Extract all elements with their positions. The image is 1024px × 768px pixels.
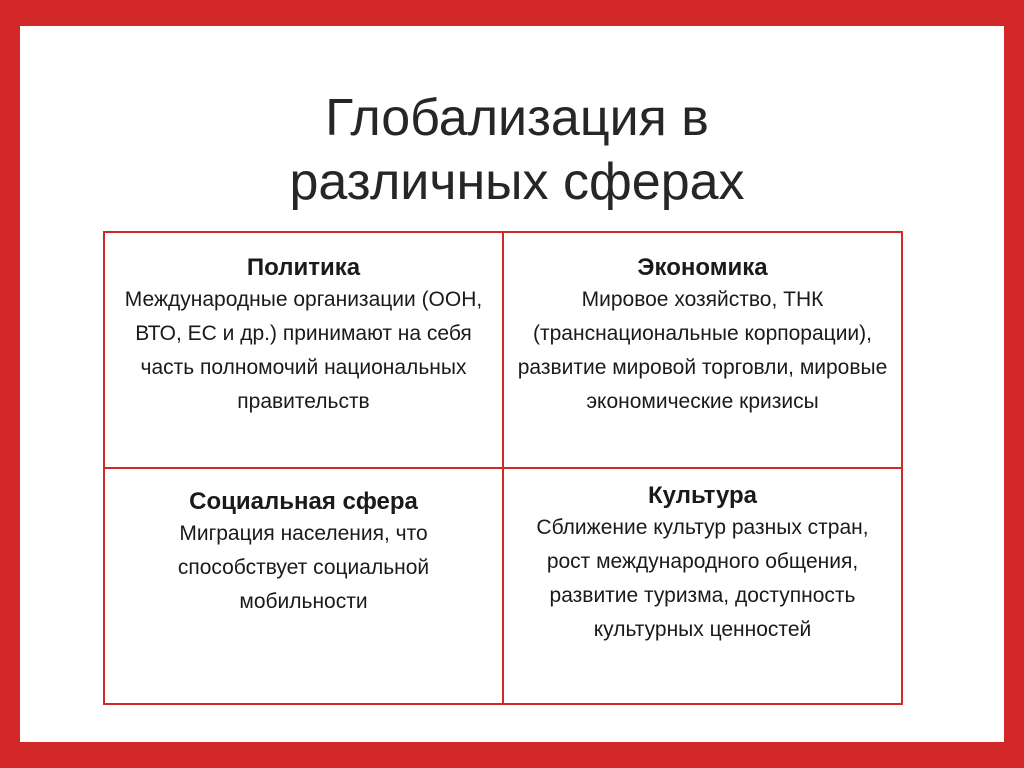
cell-politics [103,231,504,469]
cell-text: Миграция населения, что способствует социальной мобильности [177,522,430,613]
spheres-table [103,231,901,701]
page-title [20,86,1014,214]
title-line-2: различных сферах [289,153,745,211]
cell-culture [502,467,903,705]
cell-title: Политика [246,254,361,281]
cell-economy [502,231,903,469]
title-line-1: Глобализация в [325,89,709,147]
cell-title: Культура [648,482,757,509]
slide [20,26,1004,742]
cell-title: Социальная сфера [189,488,418,515]
cell-title: Экономика [637,254,768,281]
cell-text: Мировое хозяйство, ТНК (транснациональные корпорации), развитие мировой торговли, мировые экономические кризисы [517,288,888,413]
cell-text: Международные организации (ООН, ВТО, ЕС и др.) принимают на себя часть полномочий национальных правительств [124,288,483,413]
cell-text: Сближение культур разных стран, рост международного общения, развитие туризма, доступность культурных ценностей [536,516,869,641]
cell-social [103,467,504,705]
